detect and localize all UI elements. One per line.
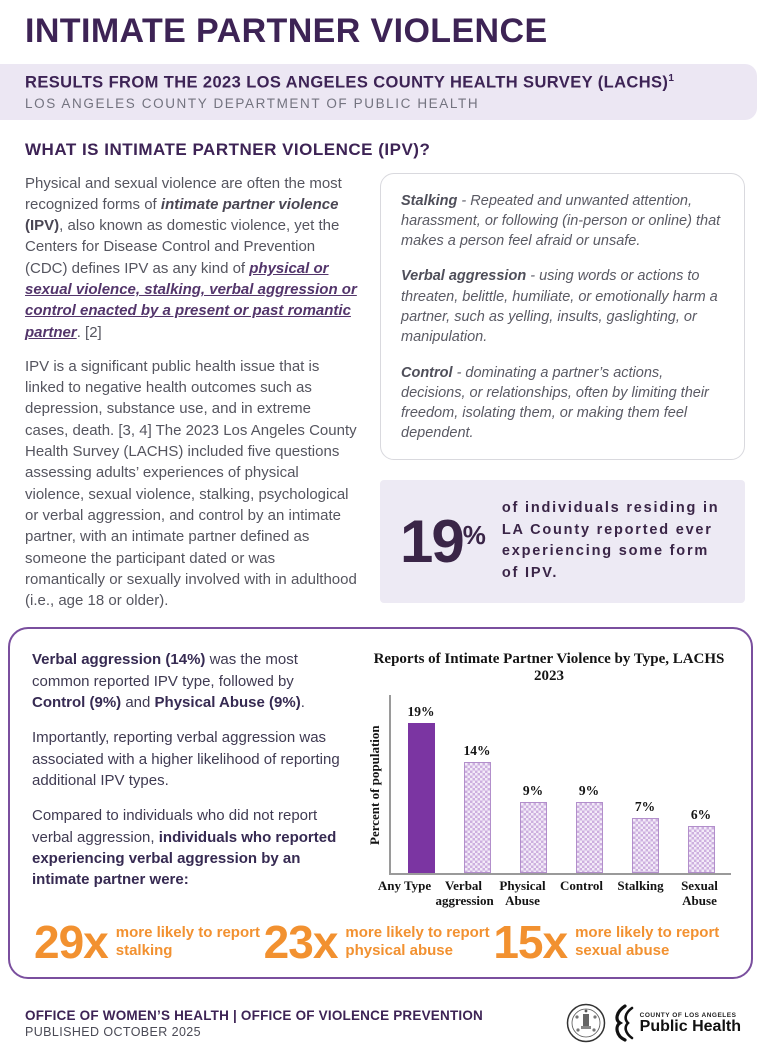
intro-p1-ipv: (IPV)	[25, 217, 60, 235]
stat-unit: %	[462, 519, 486, 550]
findings-paragraph-3	[32, 805, 351, 890]
county-seal-icon	[566, 1003, 606, 1043]
findings-bold-physical: Physical Abuse (9%)	[154, 694, 301, 712]
definition-term: Stalking	[401, 192, 458, 209]
logo-county-text: COUNTY OF LOS ANGELES	[639, 1011, 737, 1019]
footnote-marker: 1	[668, 73, 675, 84]
findings-bold-conclusion: individuals who reported experiencing verbal aggression by an intimate partner were:	[32, 828, 337, 889]
findings-text: Compared to individuals who did not report verbal aggression,	[32, 807, 318, 846]
bar-group	[561, 783, 617, 873]
bar-category-label: Control	[559, 878, 604, 894]
intro-p1-start: Physical and sexual violence are often the most recognized forms of	[25, 174, 342, 213]
findings-box-top	[32, 649, 731, 909]
stat-stalking	[34, 916, 264, 969]
bar-verbal-aggression	[464, 762, 491, 873]
bar-group	[673, 807, 729, 873]
section-heading: WHAT IS INTIMATE PARTNER VIOLENCE (IPV)?	[25, 139, 431, 159]
bar-category-label: Physical Abuse	[499, 878, 546, 909]
bar-control	[576, 802, 603, 873]
stat-multiplier-text: more likely to report stalking	[115, 923, 260, 960]
footer-published-line: PUBLISHED OCTOBER 2025	[25, 1024, 201, 1039]
chart-y-axis-label: Percent of population	[367, 725, 382, 846]
bar-group	[505, 783, 561, 873]
bar-value-label: 14%	[463, 743, 491, 759]
bar-value-label: 6%	[690, 807, 712, 823]
bar-category-label: Sexual Abuse	[681, 878, 718, 909]
stat-multiplier-text: more likely to report physical abuse	[345, 923, 490, 960]
cdc-definition-link[interactable]: physical or sexual violence, stalking, verbal aggression or control enacted by a present or past romantic partner	[25, 259, 357, 341]
stat-callout-text: of individuals residing in LA County reported ever experiencing some form of IPV.	[501, 499, 720, 582]
bar-any-type	[408, 723, 435, 873]
stat-physical-abuse	[263, 916, 494, 969]
banner-survey-title	[25, 73, 747, 93]
bar-category-label: Any Type	[377, 878, 432, 894]
findings-text: was the most common reported IPV type, followed by	[32, 651, 298, 690]
multiplier-stats-row	[32, 916, 731, 969]
la-county-public-health-logo	[566, 1003, 741, 1043]
findings-text: and	[121, 694, 155, 712]
intro-p1-citation: . [2]	[76, 323, 102, 341]
bar-category-label: Verbal aggression	[435, 878, 494, 909]
chart-plot-area	[389, 695, 731, 875]
bar-value-label: 9%	[522, 783, 544, 799]
intro-p1-term: intimate partner violence	[160, 195, 339, 213]
stat-sexual-abuse	[493, 916, 723, 969]
chart-body	[367, 695, 731, 875]
profiles-icon	[612, 1004, 634, 1042]
stat-multiplier-value: 29x	[34, 916, 108, 969]
definition-term: Verbal aggression	[401, 268, 527, 285]
bar-group	[617, 799, 673, 873]
intro-text-column	[25, 173, 358, 612]
definition-text: - dominating a partner’s actions, decisions, or relationships, often by limiting their freedom, isolating them, or making them feel dependent.	[401, 364, 709, 442]
intro-paragraph-2: IPV is a significant public health issue that is linked to negative health outcomes such as depression, substance use, and in extreme cases, death. [3, 4] The 2023 Los Angeles County Health Survey (LACHS) included five questions assessing adults’ experiences of physical violence, sexual violence, stalking, psychological or verbal aggression, and control by an intimate partner, with an intimate partner defined as someone the participant dated or was romantically or sexually involved with in adulthood (i.e., age 18 or older).	[25, 357, 357, 610]
ipv-bar-chart	[367, 649, 731, 909]
definition-text: - using words or actions to threaten, belittle, humiliate, or emotionally harm a partner, such as yelling, insults, gaslighting, or manipulation.	[401, 268, 718, 346]
bar-sexual-abuse	[688, 826, 715, 873]
footer	[25, 1003, 741, 1043]
definitions-box	[380, 173, 745, 460]
page-title: INTIMATE PARTNER VIOLENCE	[25, 12, 548, 50]
stat-number: 19	[400, 507, 463, 575]
stat-callout	[380, 480, 745, 603]
header-banner	[0, 64, 757, 120]
bar-group	[393, 704, 449, 873]
findings-paragraph-1	[32, 649, 351, 713]
intro-paragraph-1	[25, 173, 358, 343]
findings-paragraph-2: Importantly, reporting verbal aggression was associated with a higher likelihood of reporting additional IPV types.	[32, 729, 340, 789]
intro-columns	[25, 173, 745, 612]
logo-dept-text: Public Health	[639, 1017, 741, 1035]
stat-multiplier-text: more likely to report sexual abuse	[575, 923, 720, 960]
stat-multiplier-value: 23x	[263, 916, 338, 969]
intro-p1-mid: , also known as domestic violence, yet the Centers for Disease Control and Prevention (CDC) defines IPV as any kind of	[25, 217, 340, 277]
definition-verbal-aggression	[401, 266, 724, 347]
definition-stalking	[401, 191, 724, 252]
footer-text	[25, 1008, 483, 1039]
bar-group	[449, 743, 505, 873]
definition-control	[401, 363, 724, 444]
bar-physical-abuse	[520, 802, 547, 873]
bar-value-label: 19%	[407, 704, 435, 720]
definition-text: - Repeated and unwanted attention, harassment, or following (in-person or online) that makes a person feel afraid or unsafe.	[401, 192, 721, 250]
stat-callout-value	[400, 507, 486, 576]
findings-text: .	[300, 694, 305, 712]
definition-term: Control	[401, 364, 453, 381]
definitions-column	[380, 173, 745, 612]
findings-box	[8, 627, 753, 979]
findings-bold-verbal: Verbal aggression (14%)	[32, 651, 206, 669]
bar-value-label: 7%	[634, 799, 656, 815]
bar-stalking	[632, 818, 659, 873]
chart-category-axis	[373, 875, 731, 909]
chart-title: Reports of Intimate Partner Violence by Type, LACHS 2023	[373, 651, 725, 685]
banner-department: LOS ANGELES COUNTY DEPARTMENT OF PUBLIC HEALTH	[25, 95, 480, 111]
banner-survey-title-text: RESULTS FROM THE 2023 LOS ANGELES COUNTY HEALTH SURVEY (LACHS)	[25, 73, 669, 92]
footer-office-line: OFFICE OF WOMEN’S HEALTH | OFFICE OF VIOLENCE PREVENTION	[25, 1007, 483, 1023]
stat-multiplier-value: 15x	[493, 916, 568, 969]
findings-text-column	[32, 649, 351, 909]
bar-value-label: 9%	[578, 783, 600, 799]
findings-bold-control: Control (9%)	[32, 694, 122, 712]
bar-category-label: Stalking	[617, 878, 664, 894]
logo-text	[640, 1012, 741, 1035]
